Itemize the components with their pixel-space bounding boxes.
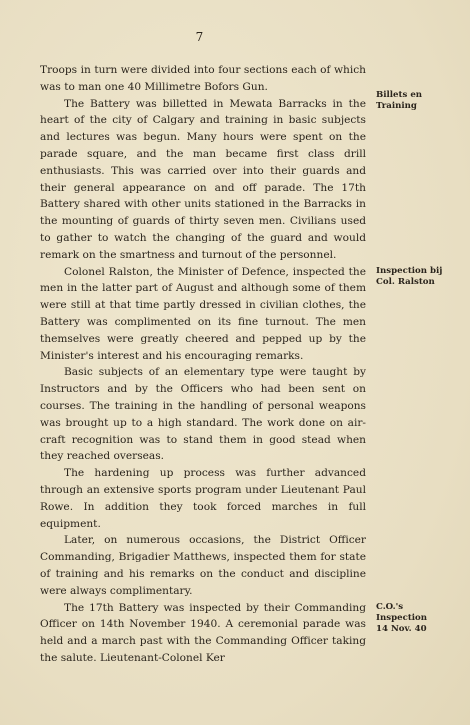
- paragraph: The Battery was billetted in Mewata Barracks in the heart of the city of Calgary and training in basic subjects and lectures was begun. Many hours were spent on the parade square, and the man became first class drill enthusiasts. This was carried over into their guards and their general appearance on and off parade. The 17th Battery shared with other units stationed in the Barracks in the mounting of guards of thirty seven men. Civilians used to gather to watch the changing of the guard and would remark on the smartness and turnout of the personnel.: [40, 97, 366, 261]
- body-text: [40, 62, 366, 667]
- paragraph: Troops in turn were divided into four sections each of which was to man one 40 Millimetre Bofors Gun.: [40, 64, 366, 93]
- paragraph: Later, on numerous occasions, the District Officer Commanding, Brigadier Matthews, inspected them for state of training and his remarks on the conduct and discipline were always complimentary.: [40, 534, 366, 597]
- margin-note-co-inspection: [376, 602, 456, 635]
- paragraph: Basic subjects of an elementary type were taught by Instructors and by the Officers who had been sent on courses. The training in the handling of personal weapons was brought up to a high standard. The work done on air-craft recognition was to stand them in good stead when they reached overseas.: [40, 366, 366, 463]
- margin-note-inspection-ralston: [376, 266, 456, 288]
- margin-note-line: Training: [376, 101, 417, 111]
- margin-note-line: 14 Nov. 40: [376, 624, 427, 634]
- margin-note-line: Inspection bij: [376, 266, 443, 276]
- paragraph: Colonel Ralston, the Minister of Defence, inspected the men in the latter part of August and although some of them were still at that time partly dressed in civilian clothes, the Battery was complimented on its fine turnout. The men themselves were greatly cheered and pepped up by the Minister's interest and his encouraging remarks.: [40, 265, 366, 362]
- paragraph: The hardening up process was further advanced through an extensive sports program under Lieutenant Paul Rowe. In addition they took forced marches in full equipment.: [40, 467, 366, 530]
- margin-note-line: Col. Ralston: [376, 277, 435, 287]
- margin-note-line: Billets en: [376, 90, 423, 100]
- paragraph: The 17th Battery was inspected by their Commanding Officer on 14th November 1940. A ceremonial parade was held and a march past with the Commanding Officer taking the salute. Lieutenant-Colonel Ker: [40, 601, 366, 664]
- margin-note-line: Inspection: [376, 613, 428, 623]
- margin-note-billets: [376, 90, 456, 112]
- page-number: 7: [195, 30, 205, 44]
- margin-note-line: C.O.'s: [376, 602, 404, 612]
